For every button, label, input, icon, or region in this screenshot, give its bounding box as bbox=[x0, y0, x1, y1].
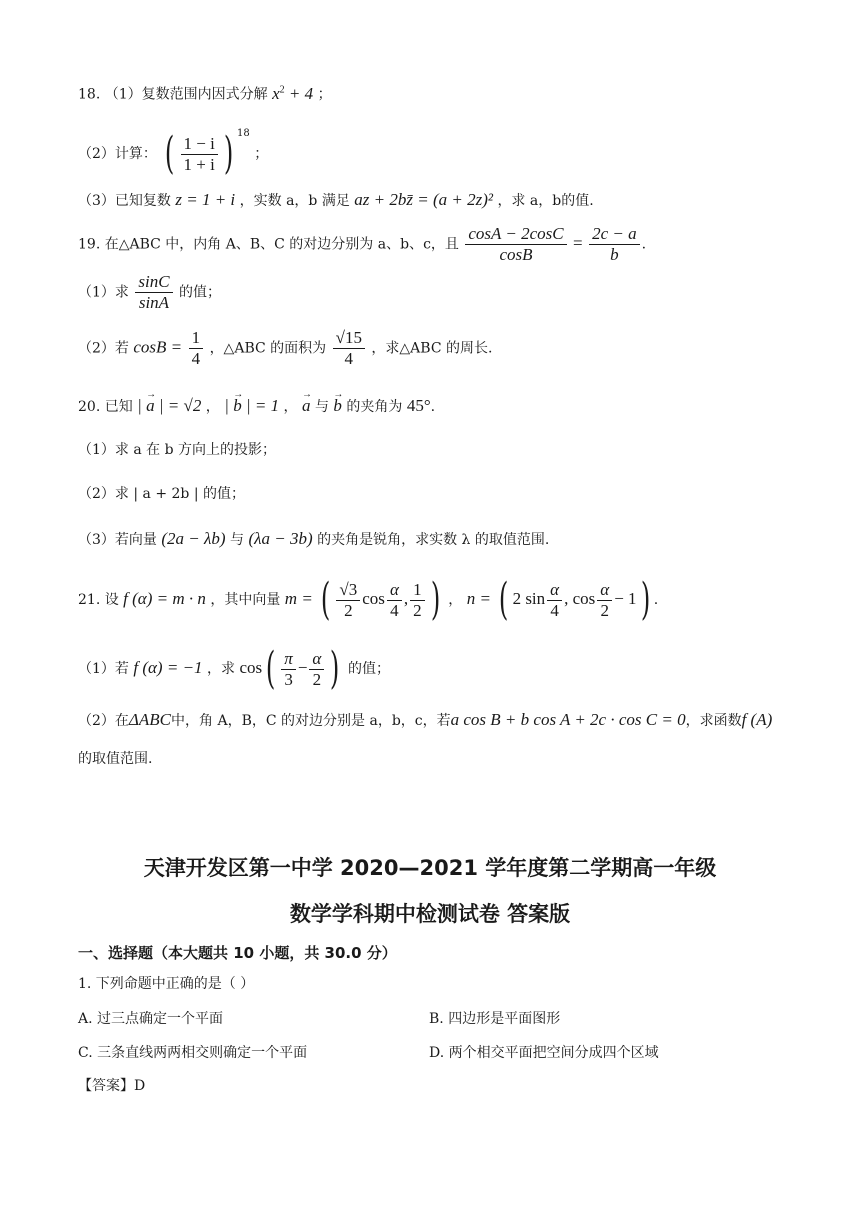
mc1-option-c: C. 三条直线两两相交则确定一个平面 bbox=[78, 1045, 308, 1061]
q20-norm-a: | → a | = √2 bbox=[137, 396, 201, 415]
q19-stem-fraction-left: $\frac{\cos A - 2\cos C}{\cos B}$ bbox=[465, 224, 566, 265]
q21-part2: （2）在ΔABC中，角 A，B，C 的对边分别是 a，b，c，若a cos B + b cos A + 2c · cos C = 0，求函数f (A) bbox=[78, 710, 773, 729]
mc1-stem: 1. 下列命题中正确的是（ ） bbox=[78, 976, 255, 992]
q20-part2: （2）求 | a + 2b | 的值； bbox=[78, 486, 245, 502]
q19-p2-area-fraction: $\frac{√15}{4}$ bbox=[333, 328, 365, 369]
q18-part2: （2）计算： ( $\frac{1 - i}{1 + i}$ ) $^{18}$ ； bbox=[78, 128, 269, 179]
answer-heading-line2: 数学学科期中检测试卷 答案版 bbox=[289, 902, 571, 926]
q19-stem: 19. 在△ABC 中，内角 A、B、C 的对边分别为 a、b、c，且 $\frac{\cos A - 2\cos C}{\cos B}$ = $\frac{2c - a}{b}$ . bbox=[78, 224, 647, 264]
q19-part1: （1）求 $\frac{\sin C}{\sin A}$ 的值； bbox=[78, 272, 222, 312]
q18-p1-math: $x^2 + 4$ bbox=[272, 83, 314, 103]
q18-part1: 18. （1）复数范围内因式分解 $x^2 + 4$ ； bbox=[78, 83, 332, 103]
q19-stem-fraction-right: $\frac{2c - a}{b}$ bbox=[589, 224, 640, 265]
q20-norm-b: | → b | = 1 bbox=[224, 396, 279, 415]
mc1-option-b: B. 四边形是平面图形 bbox=[429, 1011, 561, 1027]
q19-p1-fraction: $\frac{\sin C}{\sin A}$ bbox=[135, 272, 172, 313]
q21-stem: 21. 设 f (α) = m · n ，其中向量 m = ( $\frac{√3}{2}$ cos $\frac{\alpha}{4}$ , $\frac{1}{2}$ ) ， n = ( 2 sin $\frac{\alpha}{4}$ , cos $\frac{\alpha}{2}$ − 1) . bbox=[78, 574, 659, 625]
q18-part3: （3）已知复数 z = 1 + i ，实数 a，b 满足 az + 2bz̄ = (a + 2z)² ，求 a，b的值. bbox=[78, 190, 594, 209]
q20-part1: （1）求 a 在 b 方向上的投影； bbox=[78, 442, 277, 458]
mc1-option-d: D. 两个相交平面把空间分成四个区域 bbox=[429, 1045, 659, 1061]
q19-p2-fraction: $\frac{1}{4}$ bbox=[189, 328, 204, 369]
q18-p2-fraction: $\frac{1 - i}{1 + i}$ bbox=[181, 134, 218, 175]
q21-part2-continued: 的取值范围. bbox=[78, 751, 153, 767]
q21-part1: （1）若 f (α) = −1 ，求 cos( $\frac{\pi}{3}$ − $\frac{\alpha}{2}$ ) 的值； bbox=[78, 643, 390, 694]
q19-part2: （2）若 cosB = $\frac{1}{4}$ ，△ABC 的面积为 $\frac{√15}{4}$ ，求△ABC 的周长. bbox=[78, 328, 493, 368]
mc1-option-a: A. 过三点确定一个平面 bbox=[78, 1011, 224, 1027]
mc1-answer: 【答案】D bbox=[78, 1078, 146, 1094]
q20-part3: （3）若向量 (2a − λb) 与 (λa − 3b) 的夹角是锐角，求实数 λ 的取值范围. bbox=[78, 529, 550, 548]
answer-heading-line1: 天津开发区第一中学 2020—2021 学年度第二学期高一年级 bbox=[143, 856, 717, 880]
section-multiple-choice: 一、选择题（本大题共 10 小题，共 30.0 分） bbox=[78, 944, 397, 962]
q20-stem: 20. 已知 | → a | = √2 ， | → b | = 1 ， → a 与 → b 的夹角为 45°. bbox=[78, 396, 435, 417]
